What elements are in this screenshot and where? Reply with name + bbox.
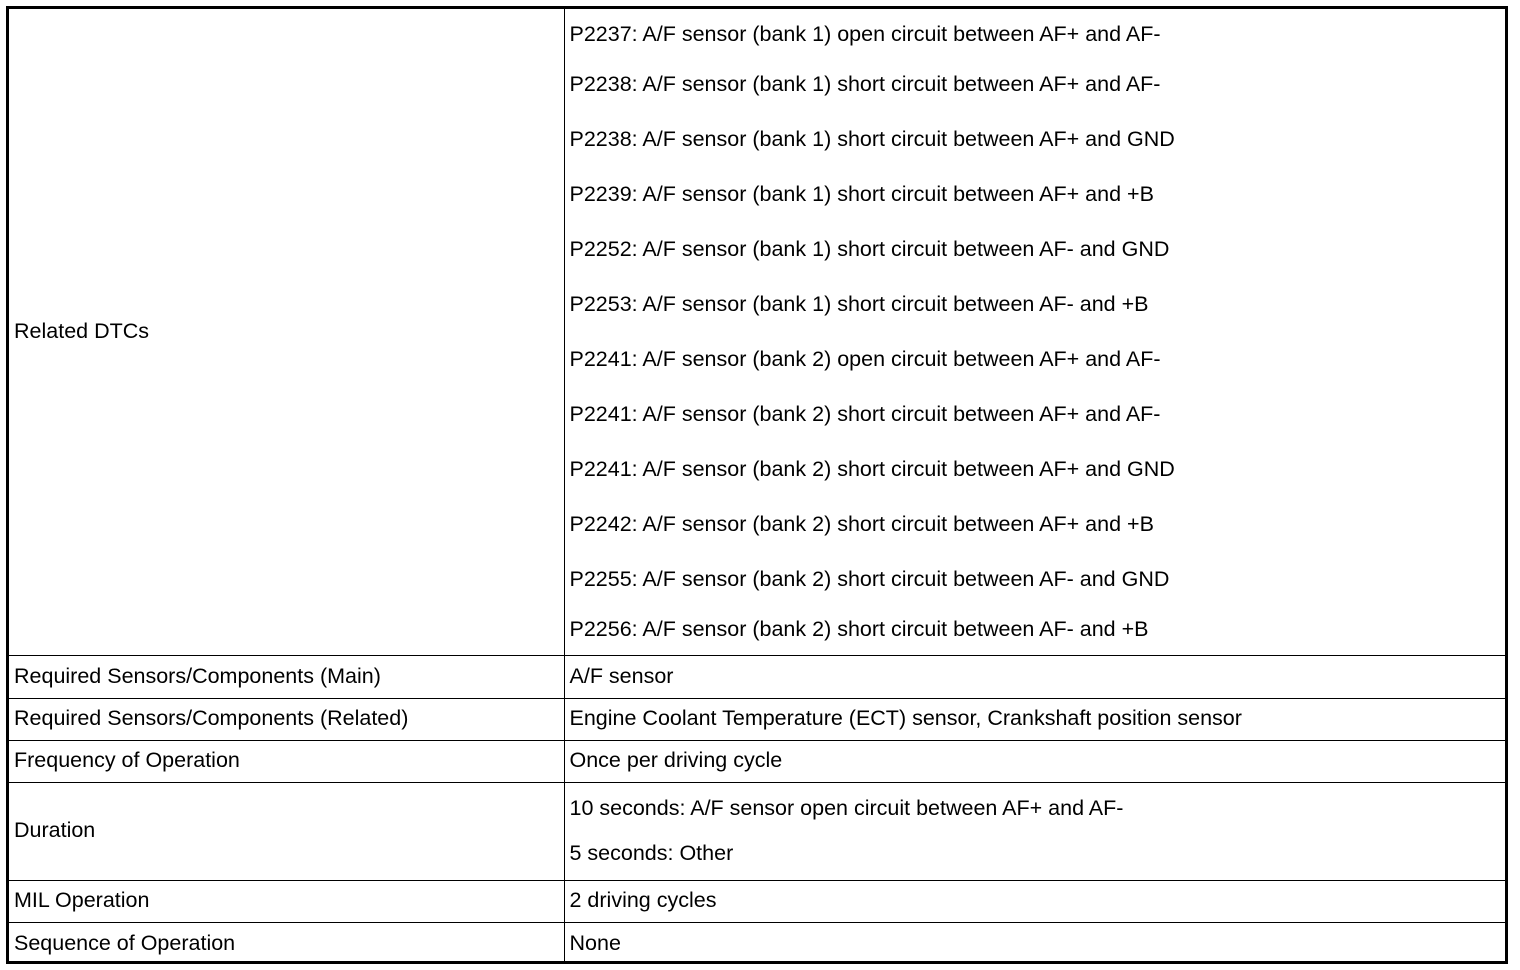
related-dtcs-list — [570, 12, 1501, 652]
duration-list — [570, 786, 1501, 876]
dtc-item: P2242: A/F sensor (bank 2) short circuit between AF+ and +B — [569, 511, 1154, 536]
duration-cell — [564, 782, 1505, 880]
frequency-value: Once per driving cycle — [564, 740, 1505, 782]
table-row-related-dtcs — [9, 9, 1505, 655]
dtc-item: P2252: A/F sensor (bank 1) short circuit between AF- and GND — [569, 236, 1170, 261]
dtc-item: P2256: A/F sensor (bank 2) short circuit between AF- and +B — [569, 616, 1149, 641]
frequency-label: Frequency of Operation — [9, 740, 564, 782]
related-dtcs-label: Related DTCs — [9, 9, 564, 655]
dtc-item: P2238: A/F sensor (bank 1) short circuit between AF+ and AF- — [569, 71, 1161, 96]
required-related-label: Required Sensors/Components (Related) — [9, 698, 564, 740]
dtc-item: P2237: A/F sensor (bank 1) open circuit between AF+ and AF- — [569, 21, 1161, 46]
table-row-sequence — [9, 922, 1505, 964]
duration-label: Duration — [9, 782, 564, 880]
table-row-required-main — [9, 655, 1505, 698]
related-dtcs-cell — [564, 9, 1505, 655]
dtc-item: P2253: A/F sensor (bank 1) short circuit between AF- and +B — [569, 291, 1149, 316]
dtc-item: P2239: A/F sensor (bank 1) short circuit between AF+ and +B — [569, 181, 1154, 206]
dtc-item: P2241: A/F sensor (bank 2) short circuit between AF+ and AF- — [569, 401, 1161, 426]
spec-sheet — [6, 6, 1508, 964]
table-row-duration — [9, 782, 1505, 880]
mil-operation-value: 2 driving cycles — [564, 880, 1505, 922]
required-related-value: Engine Coolant Temperature (ECT) sensor, Crankshaft position sensor — [564, 698, 1505, 740]
monitor-spec-table — [9, 9, 1505, 964]
duration-item: 5 seconds: Other — [569, 841, 734, 865]
mil-operation-label: MIL Operation — [9, 880, 564, 922]
required-main-value: A/F sensor — [564, 655, 1505, 698]
table-row-required-related — [9, 698, 1505, 740]
sequence-label: Sequence of Operation — [9, 922, 564, 964]
dtc-item: P2241: A/F sensor (bank 2) short circuit between AF+ and GND — [569, 456, 1175, 481]
table-row-frequency — [9, 740, 1505, 782]
dtc-item: P2238: A/F sensor (bank 1) short circuit between AF+ and GND — [569, 126, 1175, 151]
dtc-item: P2241: A/F sensor (bank 2) open circuit between AF+ and AF- — [569, 346, 1161, 371]
sequence-value: None — [564, 922, 1505, 964]
duration-item: 10 seconds: A/F sensor open circuit between AF+ and AF- — [569, 796, 1124, 820]
table-row-mil-operation — [9, 880, 1505, 922]
required-main-label: Required Sensors/Components (Main) — [9, 655, 564, 698]
dtc-item: P2255: A/F sensor (bank 2) short circuit between AF- and GND — [569, 566, 1170, 591]
